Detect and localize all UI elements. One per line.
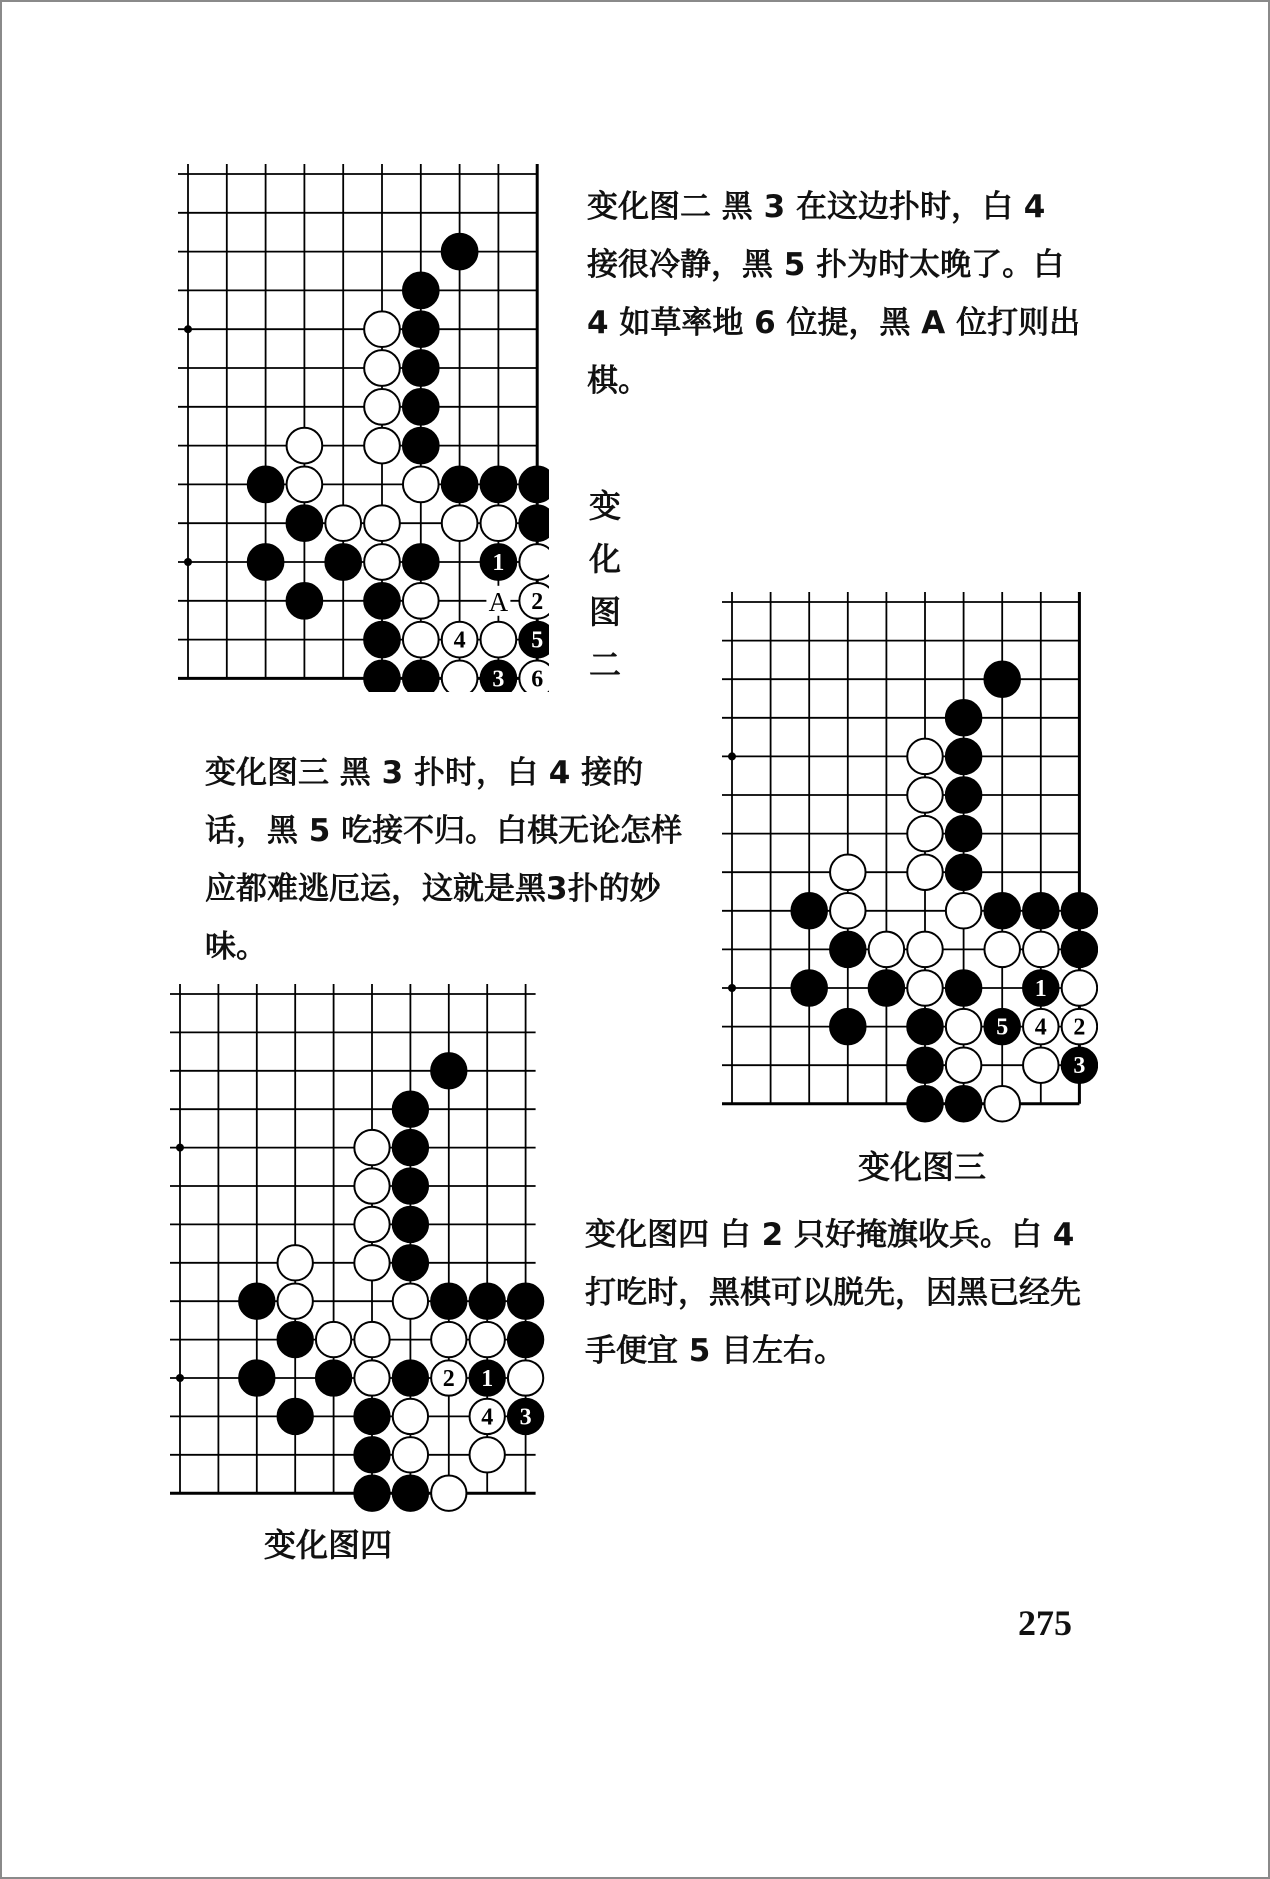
black-stone bbox=[278, 1399, 313, 1434]
stone-disc bbox=[393, 1360, 428, 1395]
black-stone bbox=[946, 970, 982, 1006]
move-number: 3 bbox=[1073, 1053, 1086, 1080]
stone-disc bbox=[403, 467, 439, 503]
stone-disc bbox=[354, 1207, 389, 1242]
stone-disc bbox=[481, 505, 517, 541]
diagram-2-text: 黑 3 在这边扑时，白 4 接很冷静，黑 5 扑为时太晚了。白 4 如草率地 6 位提，黑 A 位打则出棋。 bbox=[587, 189, 1081, 399]
white-stone bbox=[519, 661, 549, 692]
white-stone bbox=[431, 1360, 466, 1395]
black-stone bbox=[508, 1399, 543, 1434]
caption-char: 变 bbox=[588, 487, 621, 525]
stone-disc bbox=[278, 1399, 313, 1434]
black-stone bbox=[403, 544, 439, 580]
white-stone bbox=[278, 1245, 313, 1280]
stone-disc bbox=[984, 893, 1020, 929]
stone-disc bbox=[984, 932, 1020, 968]
stone-disc bbox=[1062, 893, 1098, 929]
white-stone bbox=[442, 661, 478, 692]
move-number: 1 bbox=[481, 1366, 494, 1392]
black-stone bbox=[1062, 1047, 1098, 1083]
move-number: 3 bbox=[519, 1404, 532, 1431]
stone-disc bbox=[248, 467, 284, 503]
stone-disc bbox=[830, 893, 866, 929]
black-stone bbox=[481, 544, 517, 580]
stone-disc bbox=[907, 932, 943, 968]
white-stone bbox=[364, 311, 400, 347]
stone-disc bbox=[442, 661, 478, 692]
stone-disc bbox=[403, 622, 439, 658]
stone-disc bbox=[431, 1284, 466, 1319]
stone-disc bbox=[907, 1047, 943, 1083]
stone-disc bbox=[791, 893, 827, 929]
stone-disc bbox=[830, 854, 866, 890]
white-stone bbox=[907, 777, 943, 813]
stone-disc bbox=[946, 1086, 982, 1122]
black-stone bbox=[393, 1245, 428, 1280]
white-stone bbox=[364, 505, 400, 541]
stone-disc bbox=[946, 970, 982, 1006]
stone-disc bbox=[325, 505, 361, 541]
black-stone bbox=[508, 1322, 543, 1357]
stone-disc bbox=[393, 1168, 428, 1203]
black-stone bbox=[519, 505, 549, 541]
stone-disc bbox=[830, 932, 866, 968]
black-stone bbox=[442, 234, 478, 270]
white-stone bbox=[278, 1284, 313, 1319]
black-stone bbox=[470, 1284, 505, 1319]
stone-disc bbox=[364, 350, 400, 386]
stone-disc bbox=[287, 428, 323, 464]
stone-disc bbox=[830, 1009, 866, 1045]
white-stone bbox=[442, 622, 478, 658]
stone-disc bbox=[393, 1284, 428, 1319]
black-stone bbox=[519, 622, 549, 658]
stone-disc bbox=[403, 544, 439, 580]
black-stone bbox=[907, 1009, 943, 1045]
black-stone bbox=[364, 622, 400, 658]
white-stone bbox=[946, 893, 982, 929]
stone-disc bbox=[403, 273, 439, 309]
stone-disc bbox=[519, 544, 549, 580]
black-stone bbox=[830, 932, 866, 968]
stone-disc bbox=[946, 893, 982, 929]
white-stone bbox=[907, 932, 943, 968]
stone-disc bbox=[354, 1437, 389, 1472]
stone-disc bbox=[403, 389, 439, 425]
move-number: 2 bbox=[1073, 1014, 1086, 1041]
page-number: 275 bbox=[1018, 1603, 1072, 1643]
stone-disc bbox=[907, 1086, 943, 1122]
black-stone bbox=[403, 311, 439, 347]
stone-disc bbox=[946, 816, 982, 852]
black-stone bbox=[364, 583, 400, 619]
stone-disc bbox=[442, 234, 478, 270]
black-stone bbox=[869, 970, 905, 1006]
stone-disc bbox=[354, 1130, 389, 1165]
stone-disc bbox=[442, 505, 478, 541]
white-stone bbox=[519, 544, 549, 580]
diagram-3-title: 变化图三 bbox=[205, 755, 329, 791]
stone-disc bbox=[508, 1360, 543, 1395]
white-stone bbox=[316, 1322, 351, 1357]
black-stone bbox=[907, 1086, 943, 1122]
white-stone bbox=[354, 1360, 389, 1395]
stone-disc bbox=[431, 1322, 466, 1357]
stone-disc bbox=[393, 1130, 428, 1165]
white-stone bbox=[1062, 1009, 1098, 1045]
black-stone bbox=[364, 661, 400, 692]
board-grid bbox=[178, 164, 537, 678]
diagram-3-text: 黑 3 扑时，白 4 接的话，黑 5 吃接不归。白棋无论怎样应都难逃厄运，这就是黑3扑的妙味。 bbox=[205, 755, 683, 965]
stone-disc bbox=[508, 1322, 543, 1357]
black-stone bbox=[325, 544, 361, 580]
stone-disc bbox=[364, 583, 400, 619]
black-stone bbox=[791, 970, 827, 1006]
star-point bbox=[176, 1144, 184, 1152]
move-number: 4 bbox=[1034, 1014, 1047, 1041]
stone-disc bbox=[907, 816, 943, 852]
stone-disc bbox=[481, 622, 517, 658]
stone-disc bbox=[316, 1322, 351, 1357]
stone-disc bbox=[278, 1284, 313, 1319]
black-stone bbox=[946, 1086, 982, 1122]
stone-disc bbox=[907, 854, 943, 890]
black-stone bbox=[393, 1360, 428, 1395]
white-stone bbox=[946, 1009, 982, 1045]
white-stone bbox=[470, 1399, 505, 1434]
white-stone bbox=[1023, 932, 1059, 968]
star-point bbox=[728, 752, 736, 760]
stone-disc bbox=[1062, 932, 1098, 968]
black-stone bbox=[393, 1092, 428, 1127]
stone-disc bbox=[946, 1047, 982, 1083]
black-stone bbox=[481, 467, 517, 503]
stone-disc bbox=[431, 1053, 466, 1088]
white-stone bbox=[364, 544, 400, 580]
black-stone bbox=[984, 661, 1020, 697]
black-stone bbox=[278, 1322, 313, 1357]
stone-disc bbox=[442, 467, 478, 503]
black-stone bbox=[508, 1284, 543, 1319]
white-stone bbox=[1062, 970, 1098, 1006]
move-number: 1 bbox=[1034, 976, 1047, 1002]
move-number: 1 bbox=[492, 550, 505, 576]
white-stone bbox=[354, 1168, 389, 1203]
stone-disc bbox=[393, 1399, 428, 1434]
stone-disc bbox=[393, 1476, 428, 1511]
caption-char: 图 bbox=[588, 593, 621, 631]
white-stone bbox=[403, 583, 439, 619]
go-board-diagram-3 bbox=[718, 590, 1098, 1130]
stone-disc bbox=[946, 739, 982, 775]
star-point bbox=[184, 558, 192, 566]
stone-disc bbox=[354, 1168, 389, 1203]
black-stone bbox=[984, 893, 1020, 929]
black-stone bbox=[519, 467, 549, 503]
stone-disc bbox=[316, 1360, 351, 1395]
black-stone bbox=[984, 1009, 1020, 1045]
move-number: 4 bbox=[481, 1404, 494, 1431]
stone-disc bbox=[287, 467, 323, 503]
white-stone bbox=[869, 932, 905, 968]
stone-disc bbox=[508, 1284, 543, 1319]
white-stone bbox=[287, 467, 323, 503]
stone-disc bbox=[354, 1360, 389, 1395]
white-stone bbox=[442, 505, 478, 541]
white-stone bbox=[907, 739, 943, 775]
stone-disc bbox=[364, 544, 400, 580]
black-stone bbox=[248, 467, 284, 503]
white-stone bbox=[508, 1360, 543, 1395]
stone-disc bbox=[403, 428, 439, 464]
white-stone bbox=[1023, 1047, 1059, 1083]
stone-disc bbox=[325, 544, 361, 580]
black-stone bbox=[403, 661, 439, 692]
stone-disc bbox=[984, 661, 1020, 697]
stone-disc bbox=[1062, 970, 1098, 1006]
stone-disc bbox=[403, 311, 439, 347]
stone-disc bbox=[519, 505, 549, 541]
black-stone bbox=[316, 1360, 351, 1395]
stone-disc bbox=[869, 970, 905, 1006]
black-stone bbox=[946, 700, 982, 736]
stone-disc bbox=[354, 1245, 389, 1280]
white-stone bbox=[1023, 1009, 1059, 1045]
move-number: 2 bbox=[531, 588, 544, 615]
white-stone bbox=[393, 1399, 428, 1434]
black-stone bbox=[431, 1053, 466, 1088]
stone-disc bbox=[393, 1207, 428, 1242]
diagram-2-vertical-caption bbox=[585, 480, 625, 692]
stone-disc bbox=[431, 1476, 466, 1511]
black-stone bbox=[470, 1360, 505, 1395]
stone-disc bbox=[278, 1245, 313, 1280]
star-point bbox=[184, 325, 192, 333]
black-stone bbox=[946, 854, 982, 890]
black-stone bbox=[946, 739, 982, 775]
stone-disc bbox=[354, 1476, 389, 1511]
stone-disc bbox=[1023, 932, 1059, 968]
black-stone bbox=[830, 1009, 866, 1045]
white-stone bbox=[354, 1322, 389, 1357]
white-stone bbox=[403, 467, 439, 503]
caption-char: 二 bbox=[588, 646, 621, 684]
white-stone bbox=[984, 1086, 1020, 1122]
black-stone bbox=[1062, 932, 1098, 968]
go-board-diagram-4 bbox=[166, 982, 551, 1522]
black-stone bbox=[393, 1130, 428, 1165]
black-stone bbox=[287, 505, 323, 541]
white-stone bbox=[431, 1322, 466, 1357]
stone-disc bbox=[907, 777, 943, 813]
stone-disc bbox=[946, 854, 982, 890]
stone-disc bbox=[364, 389, 400, 425]
black-stone bbox=[248, 544, 284, 580]
stone-disc bbox=[354, 1322, 389, 1357]
white-stone bbox=[354, 1130, 389, 1165]
move-number: 5 bbox=[531, 627, 544, 654]
diagram-3-commentary bbox=[205, 744, 690, 976]
stone-disc bbox=[946, 777, 982, 813]
black-stone bbox=[403, 428, 439, 464]
black-stone bbox=[239, 1284, 274, 1319]
black-stone bbox=[287, 583, 323, 619]
white-stone bbox=[325, 505, 361, 541]
stone-disc bbox=[364, 505, 400, 541]
white-stone bbox=[393, 1437, 428, 1472]
stone-disc bbox=[403, 583, 439, 619]
stone-disc bbox=[354, 1399, 389, 1434]
stone-disc bbox=[239, 1360, 274, 1395]
stone-disc bbox=[946, 1009, 982, 1045]
move-number: 2 bbox=[442, 1366, 455, 1392]
black-stone bbox=[1062, 893, 1098, 929]
stone-disc bbox=[364, 428, 400, 464]
black-stone bbox=[403, 273, 439, 309]
stone-disc bbox=[869, 932, 905, 968]
stone-disc bbox=[393, 1092, 428, 1127]
black-stone bbox=[481, 661, 517, 692]
diagram-2-title: 变化图二 bbox=[587, 189, 711, 225]
white-stone bbox=[470, 1437, 505, 1472]
black-stone bbox=[1023, 970, 1059, 1006]
white-stone bbox=[364, 389, 400, 425]
black-stone bbox=[946, 777, 982, 813]
diagram-4-text: 白 2 只好掩旗收兵。白 4 打吃时，黑棋可以脱先，因黑已经先手便宜 5 目左右。 bbox=[585, 1217, 1081, 1369]
star-point bbox=[176, 1374, 184, 1382]
white-stone bbox=[364, 350, 400, 386]
white-stone bbox=[481, 505, 517, 541]
black-stone bbox=[354, 1437, 389, 1472]
stone-disc bbox=[1023, 893, 1059, 929]
stone-disc bbox=[278, 1322, 313, 1357]
move-number: 3 bbox=[492, 666, 505, 692]
stone-disc bbox=[470, 1322, 505, 1357]
white-stone bbox=[907, 970, 943, 1006]
diagram-4-caption: 变化图四 bbox=[264, 1526, 393, 1564]
white-stone bbox=[907, 816, 943, 852]
black-stone bbox=[431, 1284, 466, 1319]
diagram-4-title: 变化图四 bbox=[585, 1217, 709, 1253]
move-number: 4 bbox=[453, 627, 466, 654]
stone-disc bbox=[470, 1437, 505, 1472]
stone-disc bbox=[519, 467, 549, 503]
stone-disc bbox=[907, 739, 943, 775]
stone-disc bbox=[393, 1437, 428, 1472]
move-number: 5 bbox=[996, 1014, 1009, 1041]
black-stone bbox=[907, 1047, 943, 1083]
go-board-diagram-2 bbox=[174, 162, 549, 692]
black-stone bbox=[403, 389, 439, 425]
stone-disc bbox=[481, 467, 517, 503]
white-stone bbox=[431, 1476, 466, 1511]
black-stone bbox=[393, 1476, 428, 1511]
stone-disc bbox=[287, 505, 323, 541]
white-stone bbox=[287, 428, 323, 464]
white-stone bbox=[481, 622, 517, 658]
white-stone bbox=[470, 1322, 505, 1357]
white-stone bbox=[364, 428, 400, 464]
white-stone bbox=[984, 932, 1020, 968]
stone-disc bbox=[791, 970, 827, 1006]
diagram-2-commentary bbox=[587, 178, 1087, 410]
move-number: 6 bbox=[531, 666, 544, 692]
white-stone bbox=[354, 1245, 389, 1280]
black-stone bbox=[239, 1360, 274, 1395]
stone-disc bbox=[364, 661, 400, 692]
stone-disc bbox=[364, 622, 400, 658]
stone-disc bbox=[907, 1009, 943, 1045]
white-stone bbox=[830, 893, 866, 929]
star-point bbox=[728, 984, 736, 992]
black-stone bbox=[354, 1399, 389, 1434]
black-stone bbox=[791, 893, 827, 929]
stone-disc bbox=[984, 1086, 1020, 1122]
black-stone bbox=[354, 1476, 389, 1511]
stone-disc bbox=[946, 700, 982, 736]
black-stone bbox=[393, 1207, 428, 1242]
stone-disc bbox=[1023, 1047, 1059, 1083]
stone-disc bbox=[364, 311, 400, 347]
white-stone bbox=[946, 1047, 982, 1083]
white-stone bbox=[907, 854, 943, 890]
stone-disc bbox=[403, 661, 439, 692]
point-label: A bbox=[488, 586, 509, 617]
white-stone bbox=[393, 1284, 428, 1319]
white-stone bbox=[403, 622, 439, 658]
white-stone bbox=[519, 583, 549, 619]
diagram-4-commentary bbox=[585, 1206, 1095, 1380]
stone-disc bbox=[287, 583, 323, 619]
diagram-3-caption: 变化图三 bbox=[858, 1148, 987, 1186]
black-stone bbox=[1023, 893, 1059, 929]
caption-char: 化 bbox=[588, 540, 621, 578]
white-stone bbox=[354, 1207, 389, 1242]
black-stone bbox=[946, 816, 982, 852]
stone-disc bbox=[907, 970, 943, 1006]
stone-disc bbox=[470, 1284, 505, 1319]
white-stone bbox=[830, 854, 866, 890]
black-stone bbox=[442, 467, 478, 503]
stone-disc bbox=[239, 1284, 274, 1319]
stone-disc bbox=[403, 350, 439, 386]
stone-disc bbox=[248, 544, 284, 580]
black-stone bbox=[393, 1168, 428, 1203]
black-stone bbox=[403, 350, 439, 386]
stone-disc bbox=[393, 1245, 428, 1280]
